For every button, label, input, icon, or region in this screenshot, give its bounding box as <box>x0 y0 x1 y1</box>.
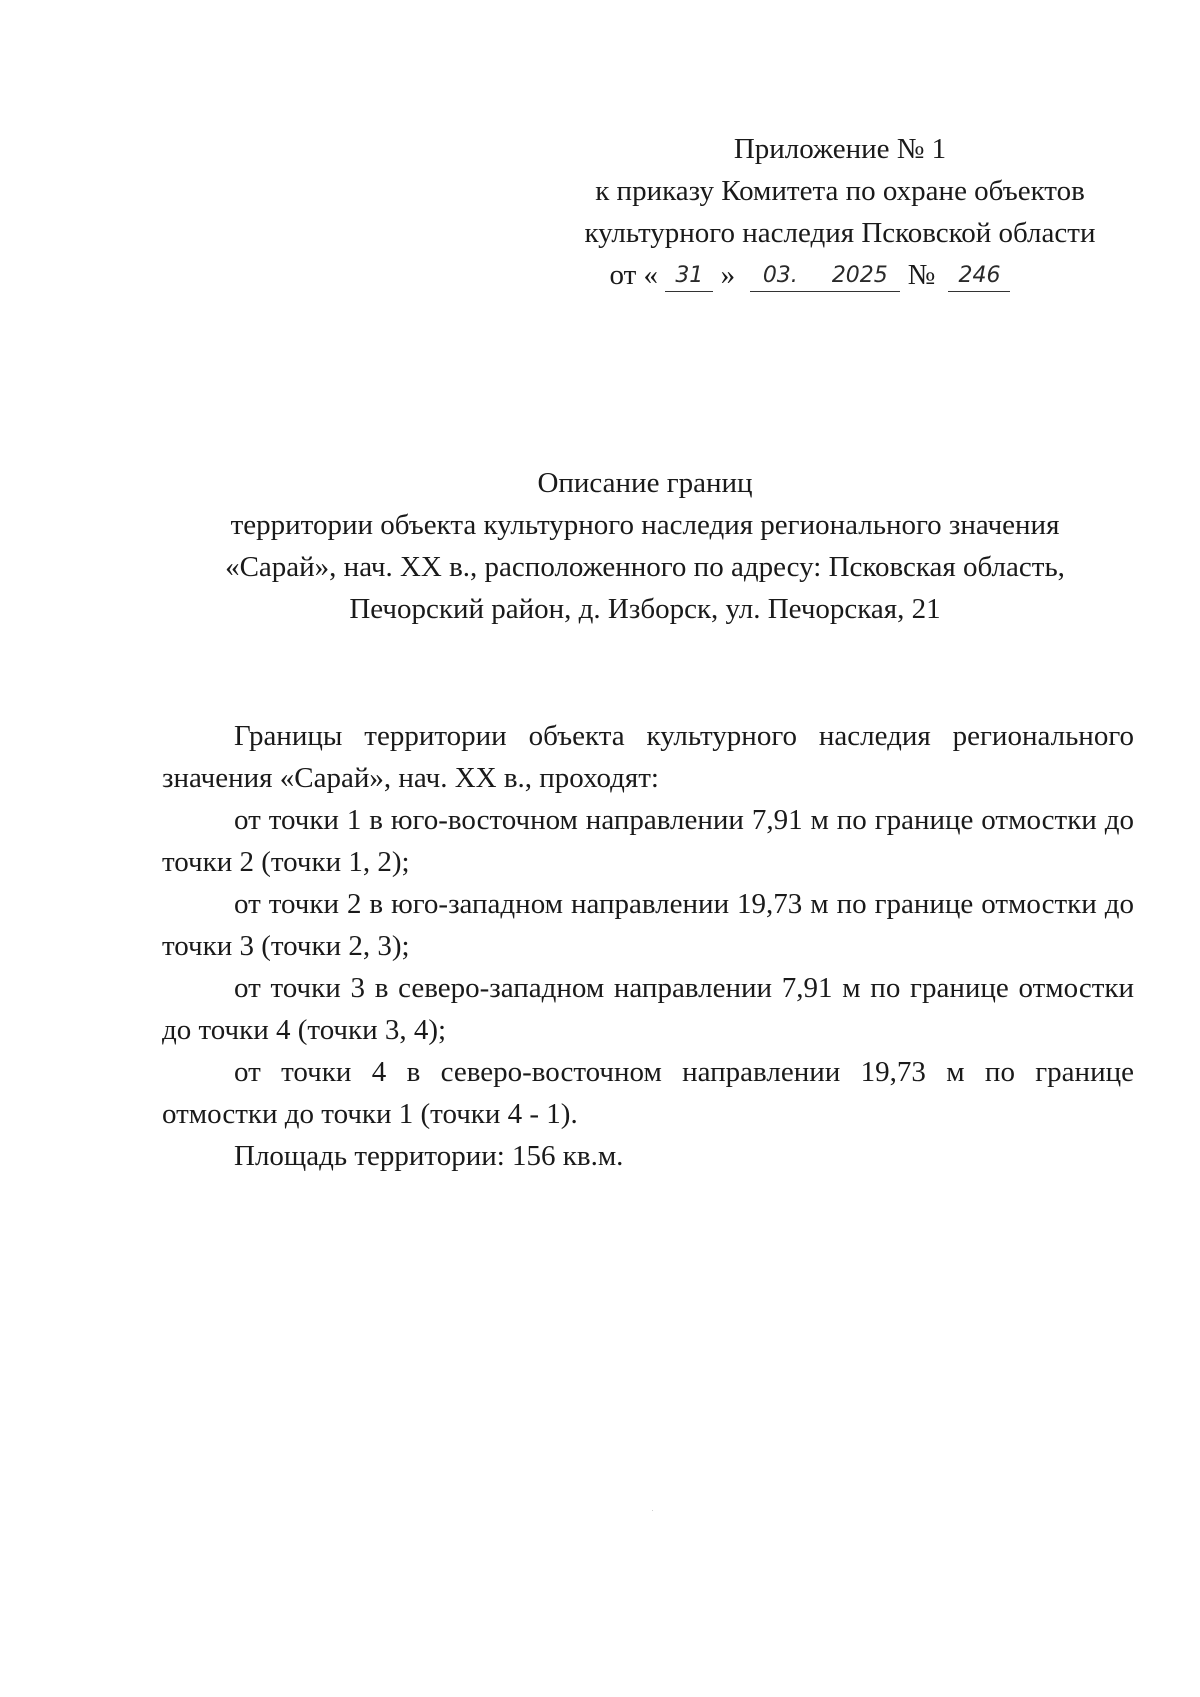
date-prefix: от « <box>609 259 659 291</box>
appendix-date-line <box>530 254 1090 296</box>
date-month: 03. <box>762 263 798 288</box>
title-line-1: Описание границ <box>537 467 753 499</box>
segment-paragraph-2: от точки 2 в юго-западном направлении 19,73 м по границе отмостки до точки 3 (точки 2, 3); <box>162 888 1134 962</box>
appendix-header <box>560 128 1120 296</box>
appendix-committee-line: культурного наследия Псковской области <box>584 217 1096 249</box>
intro-paragraph: Границы территории объекта культурного наследия регионального значения «Сарай», нач. XX в., проходят: <box>162 720 1134 794</box>
document-body <box>162 715 1134 1177</box>
segment-paragraph-4: от точки 4 в северо-восточном направлении 19,73 м по границе отмостки до точки 1 (точки 4 - 1). <box>162 1056 1134 1130</box>
appendix-order-line: к приказу Комитета по охране объектов <box>595 175 1085 207</box>
segment-paragraph-3: от точки 3 в северо-западном направлении 7,91 м по границе отмостки до точки 4 (точки 3, 4); <box>162 972 1134 1046</box>
title-line-4: Печорский район, д. Изборск, ул. Печорская, 21 <box>349 593 941 625</box>
date-day: 31 <box>665 261 713 292</box>
order-number: 246 <box>948 261 1010 292</box>
appendix-title: Приложение № 1 <box>733 133 947 165</box>
date-month-year <box>750 261 900 292</box>
date-quote-close: » <box>720 259 736 291</box>
document-title <box>150 462 1140 630</box>
area-paragraph: Площадь территории: 156 кв.м. <box>234 1140 624 1172</box>
segment-paragraph-1: от точки 1 в юго-восточном направлении 7,91 м по границе отмостки до точки 2 (точки 1, 2); <box>162 804 1134 878</box>
date-year: 2025 <box>831 263 888 288</box>
number-label: № <box>907 259 936 291</box>
title-line-2: территории объекта культурного наследия регионального значения <box>230 509 1060 541</box>
scan-speck <box>652 1510 653 1511</box>
title-line-3: «Сарай», нач. XX в., расположенного по адресу: Псковская область, <box>225 551 1065 583</box>
